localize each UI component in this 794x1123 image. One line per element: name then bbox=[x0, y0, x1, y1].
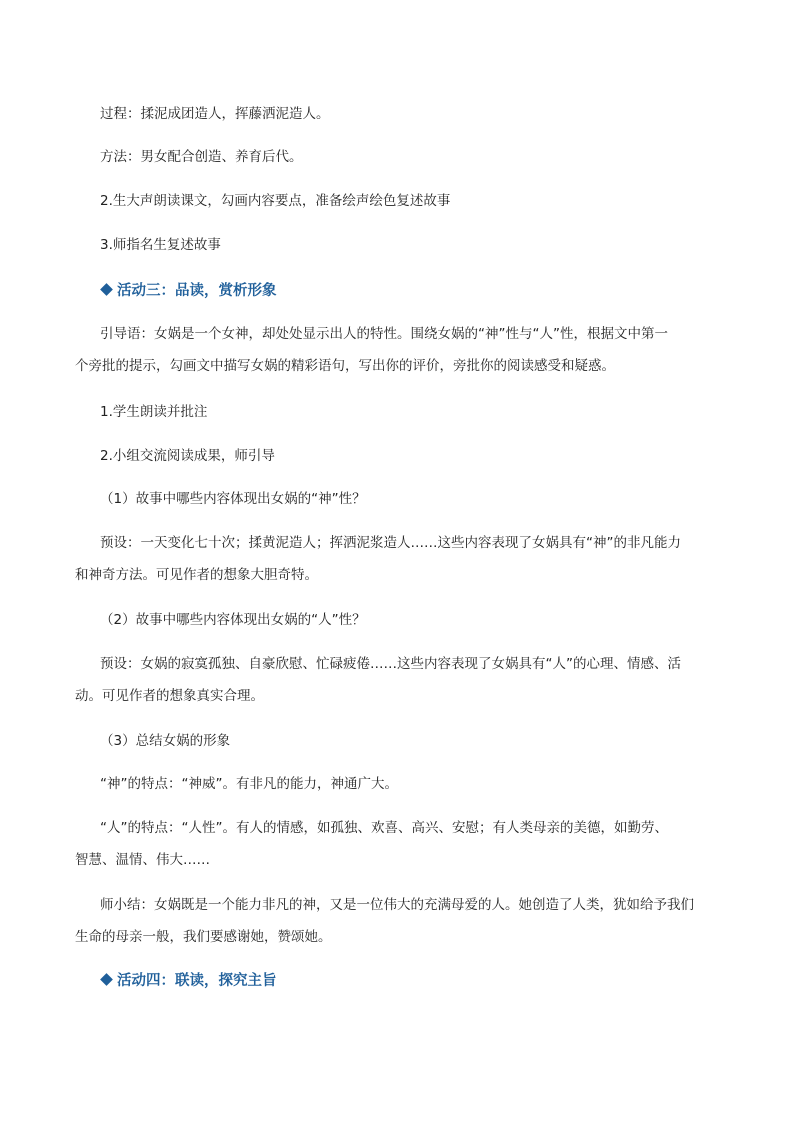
question-1: （1）故事中哪些内容体现出女娲的“神”性？ bbox=[100, 491, 366, 507]
answer-2-line1: 预设：女娲的寂寞孤独、自豪欣慰、忙碌疲倦……这些内容表现了女娲具有“人”的心理、情感、活 bbox=[100, 656, 681, 672]
activity-3-heading bbox=[102, 281, 277, 301]
question-2: （2）故事中哪些内容体现出女娲的“人”性？ bbox=[100, 612, 366, 628]
activity-4-heading bbox=[102, 971, 277, 991]
summary-line1: 师小结：女娲既是一个能力非凡的神，又是一位伟大的充满母爱的人。她创造了人类，犹如给予我们 bbox=[100, 897, 694, 913]
answer-1-line1: 预设：一天变化七十次；揉黄泥造人；挥洒泥浆造人……这些内容表现了女娲具有“神”的非凡能力 bbox=[100, 535, 681, 551]
summary-line2: 生命的母亲一般，我们要感谢她，赞颂她。 bbox=[75, 929, 332, 945]
question-3: （3）总结女娲的形象 bbox=[100, 733, 231, 749]
diamond-icon bbox=[100, 973, 113, 986]
guide-text-line1: 引导语：女娲是一个女神，却处处显示出人的特性。围绕女娲的“神”性与“人”性，根据文中第一 bbox=[100, 326, 668, 342]
step-3-text: 3.师指名生复述故事 bbox=[100, 237, 221, 253]
method-text: 方法：男女配合创造、养育后代。 bbox=[100, 149, 303, 165]
step-2-text: 2.生大声朗读课文，勾画内容要点，准备绘声绘色复述故事 bbox=[100, 193, 451, 209]
activity-3-title: 活动三：品读，赏析形象 bbox=[117, 282, 277, 299]
sub-step-2: 2.小组交流阅读成果，师引导 bbox=[100, 448, 275, 464]
god-trait-text: “神”的特点：“神威”。有非凡的能力，神通广大。 bbox=[100, 776, 398, 792]
guide-text-line2: 个旁批的提示，勾画文中描写女娲的精彩语句，写出你的评价，旁批你的阅读感受和疑惑。 bbox=[75, 358, 615, 374]
sub-step-1: 1.学生朗读并批注 bbox=[100, 404, 208, 420]
human-trait-line2: 智慧、温情、伟大…… bbox=[75, 852, 210, 868]
diamond-icon bbox=[100, 283, 113, 296]
answer-2-line2: 动。可见作者的想象真实合理。 bbox=[75, 688, 264, 704]
human-trait-line1: “人”的特点：“人性”。有人的情感，如孤独、欢喜、高兴、安慰；有人类母亲的美德，如勤劳、 bbox=[100, 820, 668, 836]
answer-1-line2: 和神奇方法。可见作者的想象大胆奇特。 bbox=[75, 567, 318, 583]
activity-4-title: 活动四：联读，探究主旨 bbox=[117, 972, 277, 989]
process-text: 过程：揉泥成团造人，挥藤洒泥造人。 bbox=[100, 106, 330, 122]
